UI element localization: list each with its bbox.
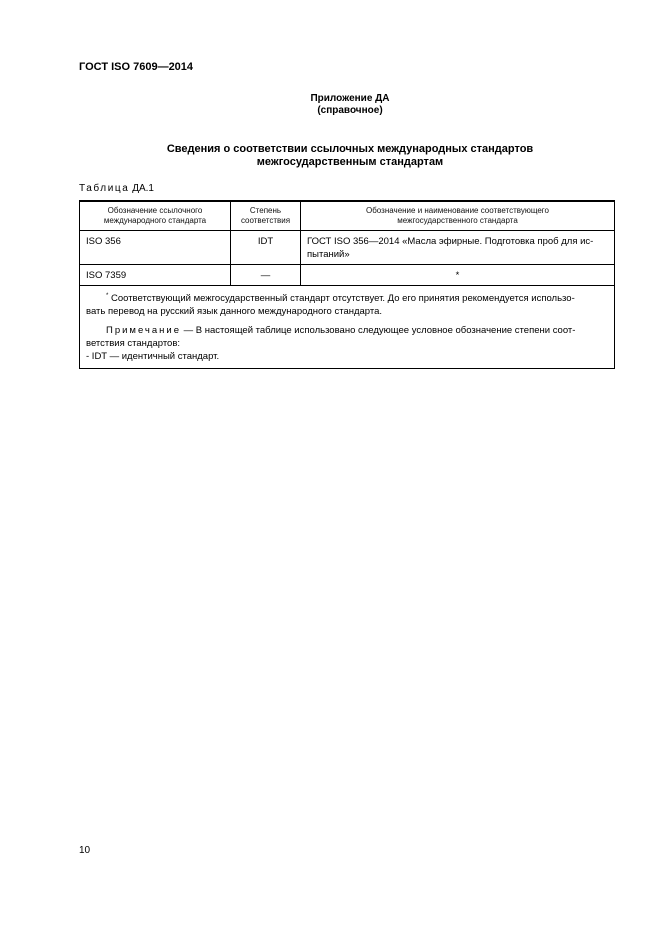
- header-col2-line1: Степень: [249, 206, 282, 215]
- section-title-line2: межгосударственным стандартам: [256, 156, 444, 168]
- table-footnote-row: [80, 286, 615, 369]
- cell-degree: —: [231, 265, 301, 286]
- standards-table: [79, 200, 615, 369]
- table-header-row: [80, 201, 615, 231]
- note: [86, 324, 608, 337]
- header-interstate-standard: [301, 201, 615, 231]
- header-col3-line2: межгосударственного стандарта: [397, 216, 518, 225]
- cell-standard-name: [301, 231, 615, 265]
- note-label: Примечание: [106, 325, 181, 336]
- table-row: [80, 265, 615, 286]
- cell-name-line1: *: [455, 270, 460, 281]
- header-col1-line2: международного стандарта: [103, 216, 207, 225]
- header-reference-standard: [80, 201, 231, 231]
- cell-degree: IDT: [231, 231, 301, 265]
- header-degree: [231, 201, 301, 231]
- footnote-line2: вать перевод на русский язык данного международного стандарта.: [86, 306, 383, 317]
- cell-reference: ISO 356: [80, 231, 231, 265]
- section-title: [0, 143, 661, 169]
- note-line2: ветствия стандартов:: [86, 338, 181, 349]
- appendix-subtitle: (справочное): [317, 105, 383, 116]
- footnote: [86, 290, 608, 305]
- appendix-heading: [0, 93, 661, 117]
- footnote-cell: [80, 286, 615, 369]
- appendix-title: Приложение ДА: [310, 93, 390, 104]
- header-col3-line1: Обозначение и наименование соответствующего: [366, 206, 549, 215]
- section-title-line1: Сведения о соответствии ссылочных международных стандартов: [166, 143, 534, 155]
- cell-reference: ISO 7359: [80, 265, 231, 286]
- table-row: [80, 231, 615, 265]
- note-line1: — В настоящей таблице использовано следующее условное обозначение степени соот-: [181, 325, 576, 336]
- cell-name-line1: ГОСТ ISO 356—2014 «Масла эфирные. Подготовка проб для ис-: [307, 236, 594, 247]
- document-code: ГОСТ ISO 7609—2014: [79, 61, 194, 73]
- footnote-line1: Соответствующий межгосударственный стандарт отсутствует. До его принятия рекомендуется использо-: [108, 293, 575, 304]
- page-number: 10: [79, 845, 91, 856]
- cell-standard-name: [301, 265, 615, 286]
- cell-name-line2: пытаний»: [307, 249, 350, 260]
- footnote-mark: *: [106, 293, 109, 299]
- header-col1-line1: Обозначение ссылочного: [107, 206, 203, 215]
- note-line3: - IDT — идентичный стандарт.: [86, 351, 220, 362]
- header-col2-line2: соответствия: [240, 216, 291, 225]
- table-caption: [79, 183, 154, 194]
- table-caption-word: Таблица: [79, 183, 130, 194]
- table-caption-id: ДА.1: [132, 183, 154, 194]
